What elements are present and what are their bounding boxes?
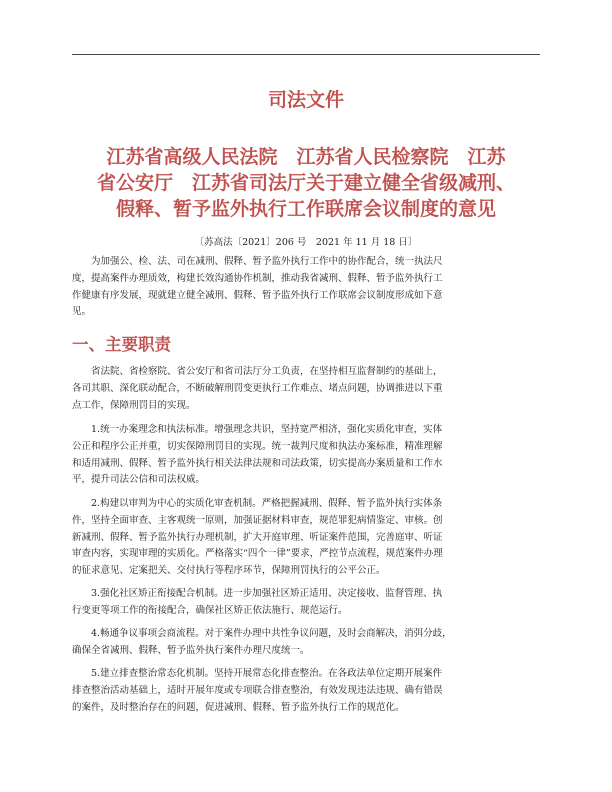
paragraph-line: 各司其职、深化联动配合，不断破解刑罚变更执行工作难点、堵点问题，协调推进以下重 bbox=[72, 382, 443, 394]
paragraph-line: 1.统一办案理念和执法标准。增强理念共识，坚持宽严相济，强化实质化审查，实体 bbox=[91, 424, 443, 435]
paragraph-line: 公正和程序公正并重，切实保障刑罚目的实现。统一裁判尺度和执法办案标准，精准理解 bbox=[72, 440, 443, 452]
paragraph-line: 2.构建以审判为中心的实质化审查机制。严格把握减刑、假释、暂予监外执行实体条 bbox=[91, 498, 443, 509]
duty-item-2 bbox=[72, 496, 540, 580]
section-heading: 一、主要职责 bbox=[72, 335, 171, 354]
intro-paragraph bbox=[72, 254, 540, 321]
paragraph-line: 点工作，保障刑罚目的实现。 bbox=[72, 399, 196, 411]
document-category: 司法文件 bbox=[267, 89, 344, 111]
paragraph-line: 确保全省减刑、假释、暂予监外执行案件办理尺度统一。 bbox=[72, 644, 310, 656]
paragraph-line: 度，提高案件办理质效，构建长效沟通协作机制，推动我省减刑、假释、暂予监外执行工 bbox=[72, 272, 443, 284]
title-line: 省公安厅 江苏省司法厅关于建立健全省级减刑、 bbox=[96, 172, 515, 194]
paragraph-line: 见。 bbox=[72, 306, 92, 318]
paragraph-line: 5.建立排查整治常态化机制。坚持开展常态化排查整治。在各政法单位定期开展案件 bbox=[91, 668, 443, 679]
paragraph-line: 排查整治活动基础上，适时开展年度或专项联合排查整治，有效发现违法违规、确有错误 bbox=[72, 684, 443, 696]
duty-item-4 bbox=[72, 626, 540, 660]
paragraph-line: 行变更等项工作的衔接配合，确保社区矫正依法施行、规范运行。 bbox=[72, 604, 348, 616]
header-rule bbox=[72, 54, 540, 55]
paragraph-line: 4.畅通争议事项会商流程。对于案件办理中共性争议问题，及时会商解决，消弭分歧， bbox=[91, 628, 452, 639]
document-title bbox=[72, 144, 540, 222]
paragraph-line: 平，提升司法公信和司法权威。 bbox=[72, 474, 206, 486]
duty-item-1 bbox=[72, 422, 540, 489]
section-lead-paragraph bbox=[72, 364, 540, 414]
paragraph-line: 作健康有序发展，现就建立健全减刑、假释、暂予监外执行工作联席会议制度形成如下意 bbox=[72, 289, 443, 301]
paragraph-line: 的征求意见、定案把关、交付执行等程序环节，保障刑罚执行的公平公正。 bbox=[72, 565, 386, 577]
paragraph-line: 3.强化社区矫正衔接配合机制。进一步加强社区矫正适用、决定接收、监督管理、执 bbox=[91, 588, 443, 599]
paragraph-line: 新减刑、假释、暂予监外执行办理机制，扩大开庭审理、听证案件范围，完善庭审、听证 bbox=[72, 531, 443, 543]
paragraph-line: 的案件，及时整治存在的问题，促进减刑、假释、暂予监外执行工作的规范化。 bbox=[72, 701, 405, 713]
duty-item-5 bbox=[72, 666, 540, 716]
title-line: 江苏省高级人民法院 江苏省人民检察院 江苏 bbox=[106, 146, 506, 168]
paragraph-line: 省法院、省检察院、省公安厅和省司法厅分工负责，在坚持相互监督制约的基础上， bbox=[91, 366, 443, 377]
paragraph-line: 和适用减刑、假释、暂予监外执行相关法律法规和司法政策，切实提高办案质量和工作水 bbox=[72, 457, 443, 469]
paragraph-line: 件，坚持全面审查、主客观统一原则，加强证据材料审查，规范罪犯病情鉴定、审核。创 bbox=[72, 514, 443, 526]
paragraph-line: 审查内容，实现审理的实质化。严格落实“四个一律”要求，严控节点流程，规范案件办理 bbox=[72, 548, 443, 560]
paragraph-line: 为加强公、检、法、司在减刑、假释、暂予监外执行工作中的协作配合，统一执法尺 bbox=[91, 256, 443, 267]
document-reference: 〔苏高法〔2021〕206 号 2021 年 11 月 18 日〕 bbox=[194, 237, 418, 248]
title-line: 假释、暂予监外执行工作联席会议制度的意见 bbox=[115, 198, 496, 220]
duty-item-3 bbox=[72, 586, 540, 620]
